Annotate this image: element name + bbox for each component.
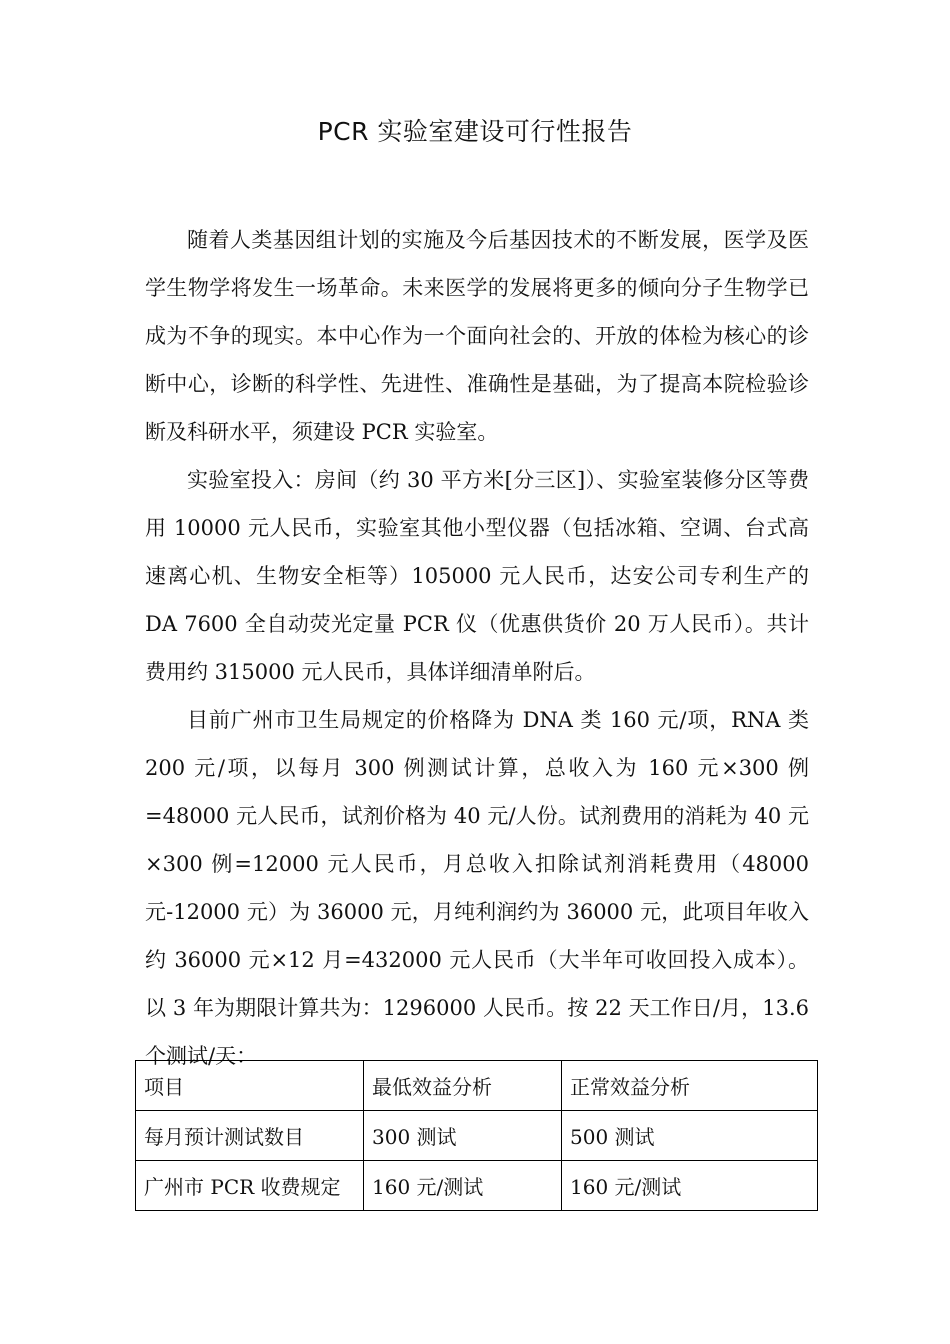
document-body [145, 216, 809, 1080]
table-cell: 160 元/测试 [562, 1161, 818, 1211]
table-cell: 160 元/测试 [364, 1161, 562, 1211]
table-header-cell: 正常效益分析 [562, 1061, 818, 1111]
document-title: PCR 实验室建设可行性报告 [317, 117, 633, 146]
table-row [136, 1161, 818, 1211]
paragraph-intro: 随着人类基因组计划的实施及今后基因技术的不断发展，医学及医学生物学将发生一场革命。未来医学的发展将更多的倾向分子生物学已成为不争的现实。本中心作为一个面向社会的、开放的体检为核心的诊断中心，诊断的科学性、先进性、准确性是基础，为了提高本院检验诊断及科研水平，须建设 PCR 实验室。 [145, 228, 809, 444]
paragraph-revenue: 目前广州市卫生局规定的价格降为 DNA 类 160 元/项，RNA 类 200 元/项，以每月 300 例测试计算，总收入为 160 元×300 例=48000 元人民币，试剂价格为 40 元/人份。试剂费用的消耗为 40 元×300 例=12000 元人民币，月总收入扣除试剂消耗费用（48000 元-12000 元）为 36000 元，月纯利润约为 36000 元，此项目年收入约 36000 元×12 月=432000 元人民币（大半年可收回投入成本）。以 3 年为期限计算共为：1296000 人民币。按 22 天工作日/月，13.6 个测试/天： [145, 708, 809, 1068]
table-cell: 300 测试 [364, 1111, 562, 1161]
table-cell: 每月预计测试数目 [136, 1111, 364, 1161]
table-header-row [136, 1061, 818, 1111]
table-cell: 500 测试 [562, 1111, 818, 1161]
benefit-analysis-table [135, 1060, 818, 1211]
table-header-cell: 最低效益分析 [364, 1061, 562, 1111]
table-row [136, 1111, 818, 1161]
table-header-cell: 项目 [136, 1061, 364, 1111]
paragraph-investment: 实验室投入：房间（约 30 平方米[分三区]）、实验室装修分区等费用 10000 元人民币，实验室其他小型仪器（包括冰箱、空调、台式高速离心机、生物安全柜等）105000 元人民币，达安公司专利生产的 DA 7600 全自动荧光定量 PCR 仪（优惠供货价 20 万人民币）。共计费用约 315000 元人民币，具体详细清单附后。 [145, 468, 809, 684]
table-cell: 广州市 PCR 收费规定 [136, 1161, 364, 1211]
